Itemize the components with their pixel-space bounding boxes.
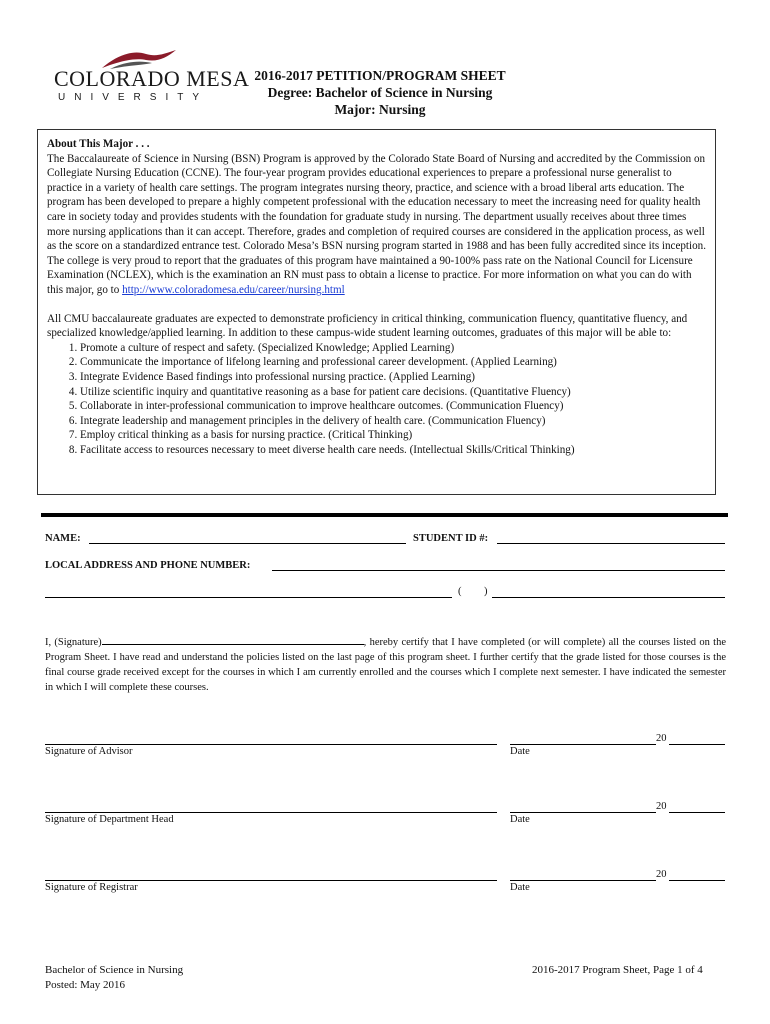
registrar-signature-label: Signature of Registrar (45, 882, 138, 893)
section-divider (41, 513, 728, 517)
advisor-signature-field[interactable] (45, 744, 497, 745)
student-id-label: STUDENT ID #: (413, 533, 489, 544)
logo-name: COLORADO MESA (54, 66, 250, 91)
footer-left (45, 963, 183, 993)
certify-text: , hereby certify that I have completed (or will complete) all the courses listed on the Program Sheet. I have read and understand the policies listed on the last page of this program sheet. I further certify that the grade listed for those courses is the final course grade received except for the courses in which I am currently enrolled and the courses which I complete next semester. I have indicated the semester in which I will complete these courses. (45, 637, 726, 693)
about-body-text: The Baccalaureate of Science in Nursing (BSN) Program is approved by the Colorado State Board of Nursing and accredited by the Commission on Collegiate Nursing Education (CCNE). The four-year program provides educational experiences to prepare a professional nurse generalist to practice in a variety of health care settings. The program integrates nursing theory, practice, and science with a broad liberal arts education. The program has been developed to prepare a highly competent professional with the education necessary to meet the increasing need for quality health care in society today and provides students with the foundation for graduate study in nursing. The department usually receives about three times more nursing applications than it can accept. Therefore, grades and completion of required courses are considered in the application process, as well as the score on a standardized entrance test. Colorado Mesa’s BSN nursing program started in 1988 and has been fully accredited since its inception. The college is very proud to report that the graduates of this program have maintained a 90-100% pass rate on the National Council for Licensure Examination (NCLEX), which is the examination an RN must pass to obtain a license to practice. For more information on what you can do with this major, go to (47, 152, 706, 296)
outcome-item: 3. Integrate Evidence Based findings into professional nursing practice. (Applied Learning) (80, 370, 706, 385)
career-link[interactable]: http://www.coloradomesa.edu/career/nursing.html (122, 283, 345, 296)
dept-head-signature-field[interactable] (45, 812, 497, 813)
registrar-date-label: Date (510, 882, 530, 893)
registrar-year-field[interactable] (669, 880, 725, 881)
name-field[interactable] (89, 543, 406, 544)
registrar-year-prefix: 20 (656, 869, 667, 880)
footer-degree: Bachelor of Science in Nursing (45, 964, 184, 976)
name-label: NAME: (45, 533, 81, 544)
student-signature-field[interactable] (102, 634, 364, 645)
program-sheet-title: 2016-2017 PETITION/PROGRAM SHEET (254, 68, 506, 83)
outcome-item: 4. Utilize scientific inquiry and quantitative reasoning as a base for patient care decisions. (Quantitative Fluency) (80, 385, 706, 400)
logo-subtitle: UNIVERSITY (58, 92, 209, 103)
degree-title: Degree: Bachelor of Science in Nursing (267, 85, 493, 100)
footer-posted: Posted: May 2016 (45, 979, 126, 991)
major-title: Major: Nursing (334, 102, 426, 117)
dept-head-signature-label: Signature of Department Head (45, 814, 174, 825)
footer-page-info: 2016-2017 Program Sheet, Page 1 of 4 (532, 964, 703, 976)
phone-paren-open: ( (458, 586, 462, 597)
dept-head-year-field[interactable] (669, 812, 725, 813)
student-id-field[interactable] (497, 543, 725, 544)
outcome-item: 8. Facilitate access to resources necessary to meet diverse health care needs. (Intellectual Skills/Critical Thinking) (80, 443, 706, 458)
dept-head-date-label: Date (510, 814, 530, 825)
advisor-year-field[interactable] (669, 744, 725, 745)
outcome-item: 1. Promote a culture of respect and safety. (Specialized Knowledge; Applied Learning) (80, 341, 706, 356)
phone-field[interactable] (492, 597, 725, 598)
certify-prefix: I, (Signature) (45, 637, 102, 648)
advisor-signature-label: Signature of Advisor (45, 746, 133, 757)
about-major-box (37, 129, 716, 495)
outcome-item: 2. Communicate the importance of lifelong learning and professional career development. (Applied Learning) (80, 355, 706, 370)
advisor-date-field[interactable] (510, 744, 656, 745)
address-label: LOCAL ADDRESS AND PHONE NUMBER: (45, 560, 251, 571)
advisor-year-prefix: 20 (656, 733, 667, 744)
about-body (47, 152, 706, 298)
outcome-item: 5. Collaborate in inter-professional communication to improve healthcare outcomes. (Communication Fluency) (80, 399, 706, 414)
outcome-item: 7. Employ critical thinking as a basis for nursing practice. (Critical Thinking) (80, 428, 706, 443)
registrar-signature-field[interactable] (45, 880, 497, 881)
outcomes-list (47, 341, 706, 458)
registrar-date-field[interactable] (510, 880, 656, 881)
advisor-date-label: Date (510, 746, 530, 757)
university-logo (48, 52, 250, 112)
dept-head-year-prefix: 20 (656, 801, 667, 812)
about-heading: About This Major . . . (47, 138, 150, 150)
outcomes-intro: All CMU baccalaureate graduates are expected to demonstrate proficiency in critical thinking, communication fluency, quantitative fluency, and specialized knowledge/applied learning. In addition to these campus-wide student learning outcomes, graduates of this major will be able to: (47, 312, 688, 340)
dept-head-date-field[interactable] (510, 812, 656, 813)
address-field-line2[interactable] (45, 597, 452, 598)
address-field-line1[interactable] (272, 570, 725, 571)
phone-paren-close: ) (484, 586, 488, 597)
certification-statement (45, 634, 726, 695)
outcome-item: 6. Integrate leadership and management principles in the delivery of health care. (Communication Fluency) (80, 414, 706, 429)
